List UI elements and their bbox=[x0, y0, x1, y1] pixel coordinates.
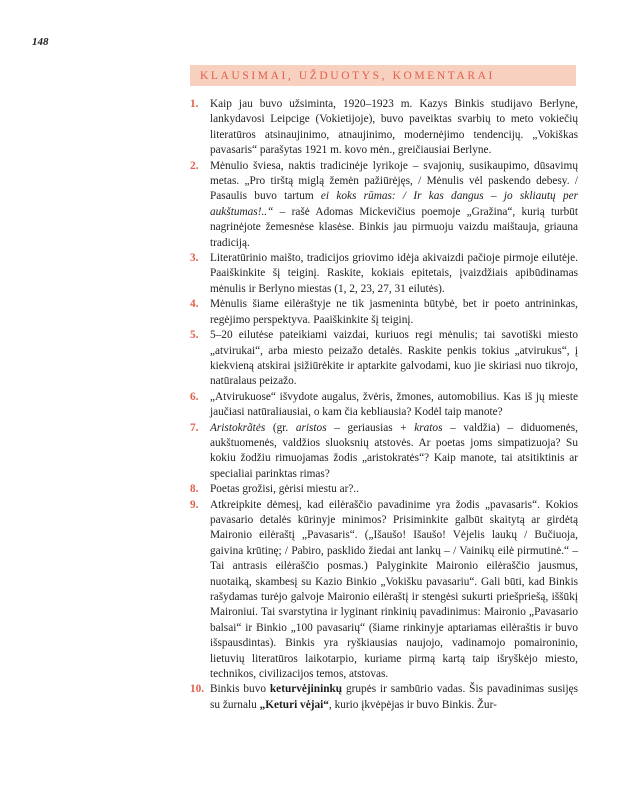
question-text: Binkis buvo bbox=[210, 683, 270, 696]
question-item bbox=[190, 421, 578, 483]
page-number: 148 bbox=[32, 36, 49, 48]
question-item bbox=[190, 159, 578, 251]
question-number: 4. bbox=[190, 298, 199, 311]
question-number: 5. bbox=[190, 329, 199, 342]
question-number: 7. bbox=[190, 421, 199, 434]
question-item bbox=[190, 498, 578, 683]
question-text: Atkreipkite dėmesį, kad eilėraščio pavadinime yra žodis „pavasaris“. Kokios pavasario detalės kūrinyje minimos? Prisiminkite galbūt skaitytą ar girdėtą Maironio eilėraštį „Pavasaris“. („Išaušo! Išaušo! Vėjelis laukų / Bučiuoja, gaivina krūtinę; / Pabiro, pasklido žiedai ant lankų – / Vainikų eilė pirmutinė.“ – Tai antrasis eilėraščio posmas.) Palyginkite Maironio eilėraščio jausmus, nuotaiką, skambesį su Kazio Binkio „Vokišku pavasariu“. Gali būti, kad Binkis rašydamas turėjo galvoje Maironio eilėraštį ir stengėsi sukurti priešpriešą, iššūkį Maironiui. Tai svarstytina ir lyginant rinkinių pavadinimus: Maironio „Pavasario balsai“ ir Binkio „100 pavasarių“ (šiame rinkinyje aptariamas eilėraštis ir buvo išspausdintas). Binkis yra ryškiausias naujojo, vadinamojo pomaironinio, lietuvių literatūros laikotarpio, kuriame pirmą kartą taip išryškėjo miesto, technikos, civilizacijos temos, atstovas. bbox=[210, 498, 578, 681]
question-list bbox=[190, 97, 578, 713]
question-number: 6. bbox=[190, 390, 199, 403]
question-item bbox=[190, 390, 578, 421]
question-text: Kaip jau buvo užsiminta, 1920–1923 m. Kazys Binkis studijavo Berlyne, lankydavosi Leipcige (Vokietijoje), buvo paveiktas svarbių to meto vokiečių literatūros atsinaujinimo, atnaujinimo, modernėjimo tendencijų. „Vokiškas pavasaris“ parašytas 1921 m. kovo mėn., greičiausiai Berlyne. bbox=[210, 98, 578, 157]
question-item bbox=[190, 97, 578, 159]
question-number: 10. bbox=[190, 683, 205, 696]
question-item bbox=[190, 251, 578, 297]
question-text: Aristokrãtės bbox=[210, 421, 266, 434]
section-heading-band bbox=[190, 65, 576, 86]
question-number: 1. bbox=[190, 98, 199, 110]
question-item bbox=[190, 297, 578, 328]
question-text: – valdžia) – diduomenės, aukštuomenės, valdžios sluoksnių atstovės. Ar poetas joms simpatizuoja? Su kokiu žodžiu rimuojamas žodis „aristokratės“? Kaip manote, tai atsitiktinis ar specialiai parinktas rimas? bbox=[210, 421, 578, 480]
question-text: kratos bbox=[414, 421, 443, 434]
question-item bbox=[190, 682, 578, 713]
question-item bbox=[190, 482, 578, 497]
question-text: Mėnulio šviesa, naktis tradicinėje lyrikoje – svajonių, susikaupimo, dūsavimų metas. „Pro tirštą miglą žemėn pažiūrėjęs, / Mėnulis vėl paskendo debesy. / Pasaulis buvo tartum bbox=[210, 159, 578, 203]
question-text: 5–20 eilutėse pateikiami vaizdai, kuriuos regi mėnulis; tai savotiški miesto „atvirukai“, arba miesto peizažo detalės. Raskite penkis tokius „atvirukus“, į kiekvieną atskirai įsižiūrėkite ir aptarkite galvodami, kuo jie skiriasi nuo tikrojo, natūralaus peizažo. bbox=[210, 329, 578, 388]
question-text: – geriausias + bbox=[326, 421, 415, 434]
question-text: grupės ir sambūrio vadas. Šis pavadinimas susijęs su žurnalu bbox=[210, 683, 578, 711]
question-text: aristos bbox=[295, 421, 327, 434]
question-text: „Keturi vėjai“ bbox=[259, 698, 329, 711]
question-text: – rašė Adomas Mickevičius poemoje „Gražina“, kurią turbūt nagrinėjote žemesnėse klasėse. Binkis jau pirmuoju vaizdu maištauja, griauna tradiciją. bbox=[210, 205, 578, 249]
question-text: ei koks rūmas: / Ir kas dangus – jo skliautų per aukštumas!..“ bbox=[210, 190, 579, 218]
question-text: Literatūrinio maišto, tradicijos griovimo idėja akivaizdi pačioje pirmoje eilutėje. Paaiškinkite šį teiginį. Raskite, kokiais epitetais, įvaizdžiais apibūdinamas mėnulis ir Berlyno miestas (1, 2, 23, 27, 31 eilutės). bbox=[210, 252, 578, 295]
section-heading: KLAUSIMAI, UŽDUOTYS, KOMENTARAI bbox=[200, 69, 495, 82]
question-text: (gr. bbox=[265, 421, 296, 434]
question-number: 3. bbox=[190, 252, 199, 265]
question-item bbox=[190, 328, 578, 390]
question-number: 2. bbox=[190, 159, 199, 172]
question-text: „Atvirukuose“ išvydote augalus, žvėris, žmones, automobilius. Kas iš jų miestе jaučiasi natūraliausiai, o kam čia kebliausia? Kodėl taip manote? bbox=[210, 390, 578, 419]
question-text: , kurio įkvėpėjas ir buvo Binkis. Žur- bbox=[328, 698, 497, 711]
question-text: keturvėjininkų bbox=[269, 683, 343, 696]
question-number: 8. bbox=[190, 483, 199, 496]
question-text: Mėnulis šiame eilėraštyje ne tik jasmeninta būtybė, bet ir poeto antrininkas, regėjimo perspektyva. Paaiškinkite šį teiginį. bbox=[210, 298, 578, 326]
question-number: 9. bbox=[190, 498, 199, 511]
question-text: Poetas grožisi, gėrisi miestu ar?.. bbox=[210, 483, 360, 496]
